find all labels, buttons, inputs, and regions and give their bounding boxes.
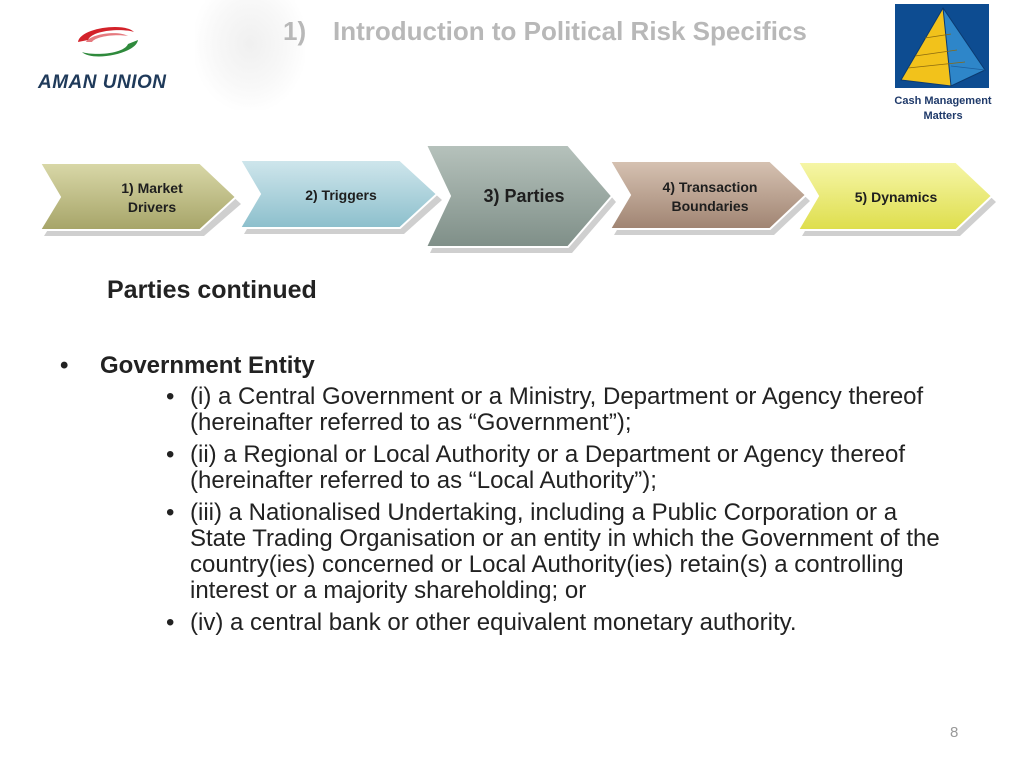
sub-bullet-list	[162, 384, 952, 642]
title-number: 1)	[283, 16, 307, 46]
list-item-text: (iv) a central bank or other equivalent monetary authority.	[190, 609, 797, 636]
list-item	[162, 500, 952, 604]
step-label-1: 1) Market Drivers	[121, 180, 183, 215]
bullet-dot-icon: •	[166, 383, 175, 410]
bullet-dot-icon: •	[166, 499, 175, 526]
step-label-5: 5) Dynamics	[854, 188, 938, 205]
list-item-text: (iii) a Nationalised Undertaking, including a Public Corporation or a State Trading Organisation or an entity in which the Government of the country(ies) concerned or Local Authority(ies) retain(s) a controlling interest or a majority shareholding; or	[190, 499, 940, 604]
title-text: Introduction to Political Risk Specifics	[333, 16, 807, 46]
bullet-heading-text: Government Entity	[100, 352, 315, 379]
list-item	[162, 442, 952, 494]
bullet-dot-icon: •	[60, 352, 69, 379]
badge-label: Cash Management Matters	[894, 95, 992, 122]
bullet-dot-icon: •	[166, 609, 175, 636]
bullet-dot-icon: •	[166, 441, 175, 468]
list-item-text: (i) a Central Government or a Ministry, Department or Agency thereof (hereinafter referred to as “Government”);	[190, 383, 924, 436]
list-item	[162, 384, 952, 436]
step-label-2: 2) Triggers	[305, 186, 377, 203]
step-label-3: 3) Parties	[483, 185, 565, 206]
step-label-4: 4) Transaction Boundaries	[662, 179, 758, 214]
logo-text: AMAN UNION	[38, 72, 167, 93]
page-number: 8	[950, 724, 959, 741]
section-subtitle: Parties continued	[107, 276, 317, 304]
list-item	[162, 610, 952, 636]
list-item-text: (ii) a Regional or Local Authority or a Department or Agency thereof (hereinafter referred to as “Local Authority”);	[190, 441, 906, 494]
process-chevrons	[0, 0, 1024, 260]
